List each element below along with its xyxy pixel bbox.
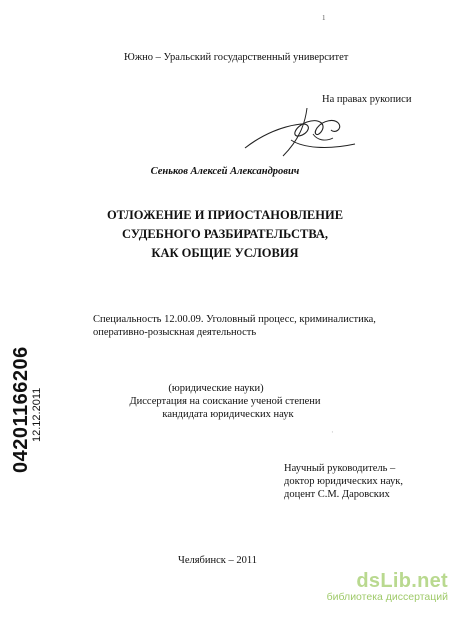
stamp-number: 04201166206 [10, 346, 32, 474]
watermark-subtitle: библиотека диссертаций [326, 591, 448, 603]
stray-mark: ˌ [331, 425, 334, 433]
title-line: КАК ОБЩИЕ УСЛОВИЯ [151, 246, 299, 260]
city-year: Челябинск – 2011 [178, 555, 258, 566]
dissertation-title [0, 206, 450, 263]
title-line: СУДЕБНОГО РАЗБИРАТЕЛЬСТВА, [121, 227, 329, 241]
title-line: ОТЛОЖЕНИЕ И ПРИОСТАНОВЛЕНИЕ [106, 208, 344, 222]
supervisor-line: доцент С.М. Даровских [284, 489, 390, 500]
library-stamp [0, 330, 44, 500]
supervisor-line: доктор юридических наук, [284, 476, 403, 487]
specialty-line: оперативно-розыскная деятельность [93, 327, 257, 338]
watermark[interactable] [318, 570, 448, 603]
specialty-line: Специальность 12.00.09. Уголовный процесс, криминалистика, [93, 314, 376, 325]
handwritten-signature [243, 104, 363, 162]
specialty-block [93, 313, 393, 339]
manuscript-rights-note: На правах рукописи [322, 94, 412, 105]
degree-line: Диссертация на соискание ученой степени [129, 396, 321, 407]
page-number: 1 [322, 14, 326, 22]
supervisor-block [284, 462, 403, 501]
degree-line: (юридические науки) [168, 383, 264, 394]
stamp-date: 12.12.2011 [31, 387, 43, 443]
degree-block [0, 382, 450, 421]
degree-line: кандидата юридических наук [162, 409, 294, 420]
university-name: Южно – Уральский государственный университет [124, 52, 349, 63]
watermark-logo[interactable]: dsLib.net [356, 570, 448, 592]
author-name: Сеньков Алексей Александрович [150, 166, 300, 177]
supervisor-line: Научный руководитель – [284, 463, 396, 474]
